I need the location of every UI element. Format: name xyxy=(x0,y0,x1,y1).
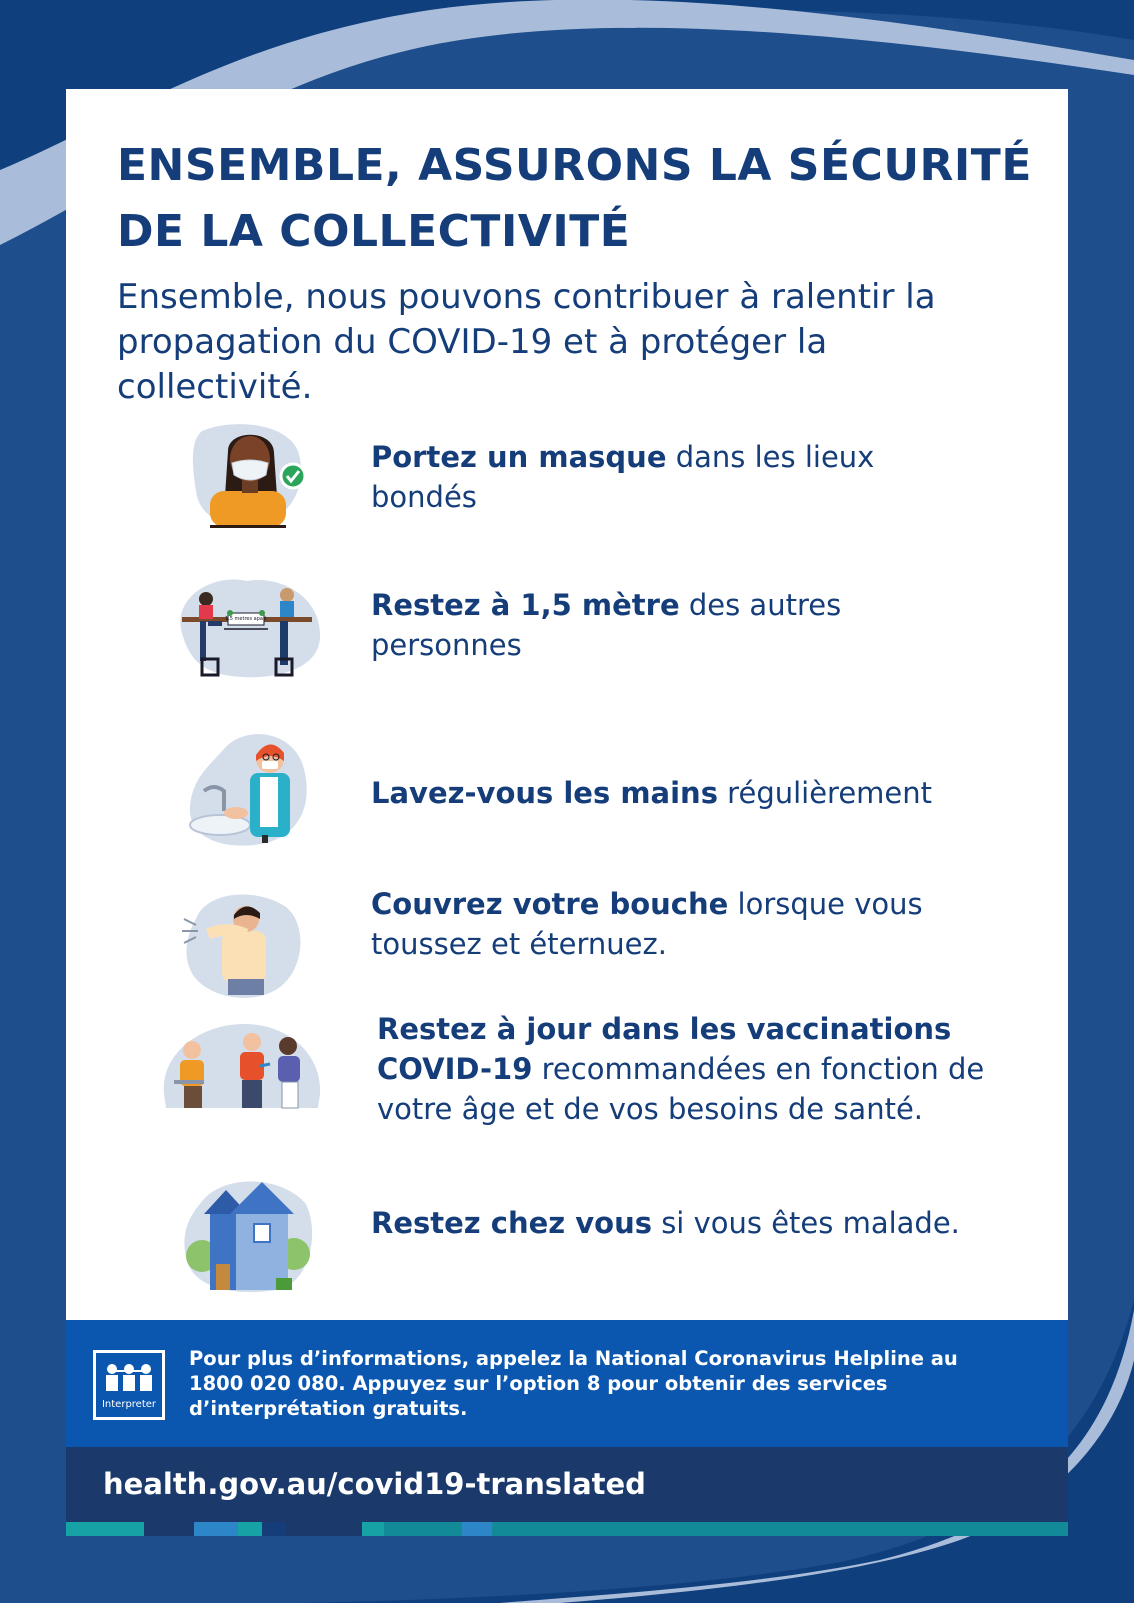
helpline-bar xyxy=(66,1320,1068,1447)
poster-title: ENSEMBLE, ASSURONS LA SÉCURITÉ DE LA COLLECTIVITÉ xyxy=(117,140,1032,257)
advice-bold-distance: Restez à 1,5 mètre xyxy=(371,588,680,622)
advice-item-mask xyxy=(66,419,1068,529)
advice-bold-mask: Portez un masque xyxy=(371,440,667,474)
helpline-text: Pour plus d’informations, appelez la National Coronavirus Helpline au 1800 020 080. Appuyez sur l’option 8 pour obtenir des services d’interprétation gratuits. xyxy=(189,1347,958,1420)
masked-woman-icon xyxy=(190,421,310,529)
hand-washing-icon xyxy=(184,729,314,849)
advice-text-cough xyxy=(371,884,991,964)
poster-subtitle: Ensemble, nous pouvons contribuer à ralentir la propagation du COVID-19 et à protéger la collectivité. xyxy=(117,277,936,407)
advice-item-wash xyxy=(66,729,1068,854)
advice-text-mask xyxy=(371,437,931,517)
interpreter-label: Interpreter xyxy=(101,1399,157,1410)
advice-text-wash xyxy=(371,773,991,813)
vaccination-icon xyxy=(160,1014,324,1120)
advice-text-vaccine xyxy=(377,1009,1037,1129)
advice-item-home xyxy=(66,1174,1068,1294)
advice-bold-cough: Couvrez votre bouche xyxy=(371,887,729,921)
advice-item-distance xyxy=(66,569,1068,679)
advice-rest-wash: régulièrement xyxy=(717,776,933,810)
distancing-icon xyxy=(172,573,322,679)
colour-stripe xyxy=(66,1522,1068,1536)
advice-bold-vaccine: Restez à jour dans les vaccinations COVID-19 xyxy=(377,1012,952,1086)
advice-rest-distance: des autres personnes xyxy=(371,588,842,662)
advice-rest-home: si vous êtes malade. xyxy=(651,1206,960,1240)
interpreter-icon xyxy=(93,1350,165,1420)
cough-elbow-icon xyxy=(176,889,306,999)
website-link[interactable]: health.gov.au/covid19-translated xyxy=(103,1467,646,1501)
advice-bold-wash: Lavez-vous les mains xyxy=(371,776,718,810)
advice-rest-mask: dans les lieux bondés xyxy=(371,440,875,514)
poster-card xyxy=(66,89,1068,1536)
house-icon xyxy=(180,1174,316,1294)
url-bar xyxy=(66,1447,1068,1522)
advice-item-vaccine xyxy=(66,1014,1068,1124)
advice-rest-cough: lorsque vous toussez et éternuez. xyxy=(371,887,923,961)
distance-label: 1.5 metres apart xyxy=(225,616,267,622)
advice-rest-vaccine: recommandées en fonction de votre âge et de vos besoins de santé. xyxy=(377,1052,985,1126)
advice-item-cough xyxy=(66,889,1068,999)
advice-text-home xyxy=(371,1203,1031,1243)
advice-bold-home: Restez chez vous xyxy=(371,1206,652,1240)
advice-text-distance xyxy=(371,585,931,665)
